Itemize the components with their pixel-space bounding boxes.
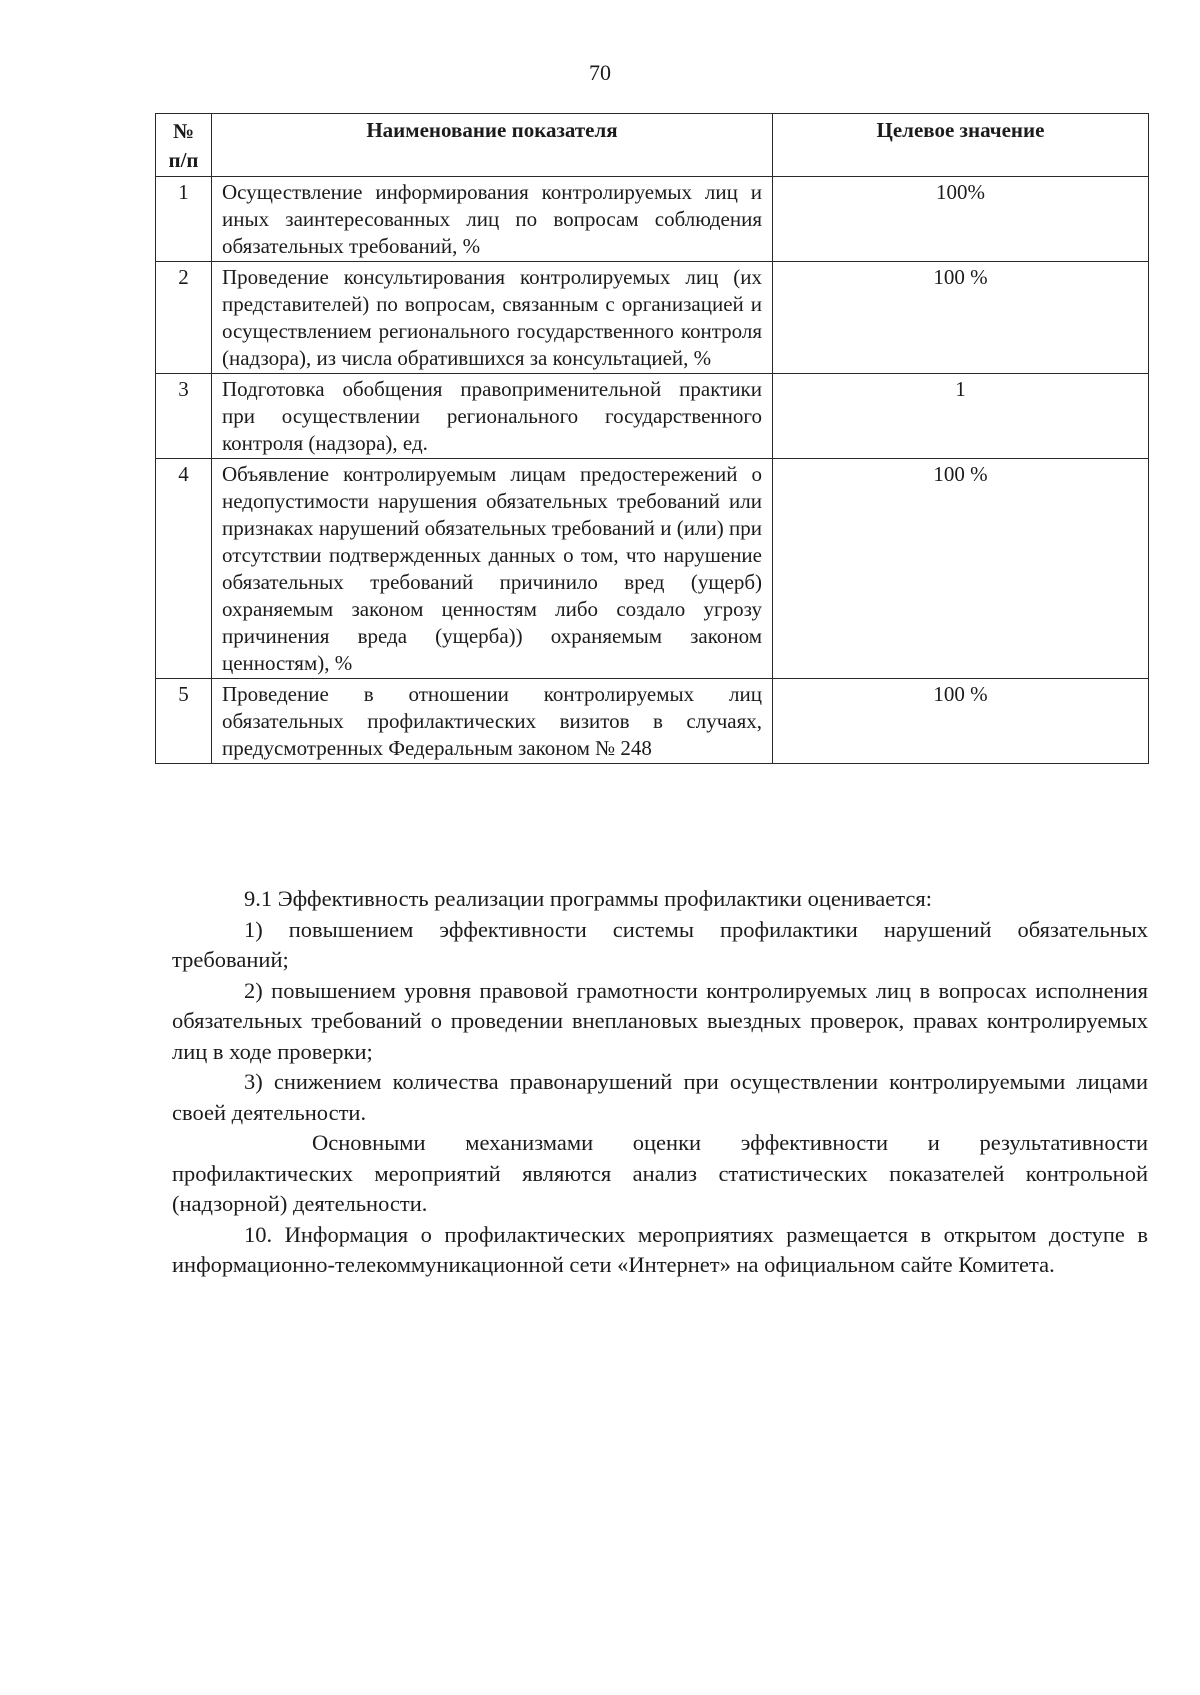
column-header-indicator-name: Наименование показателя (212, 114, 773, 177)
body-text (172, 884, 1148, 1281)
column-header-number: № п/п (156, 114, 212, 177)
indicator-name: Подготовка обобщения правоприменительной практики при осуществлении регионального государственного контроля (надзора), ед. (212, 374, 773, 459)
table-header-row (156, 114, 1149, 177)
row-number: 3 (156, 374, 212, 459)
indicator-name: Проведение консультирования контролируемых лиц (их представителей) по вопросам, связанным с организацией и осуществлением регионального государственного контроля (надзора), из числа обратившихся за консультацией, % (212, 262, 773, 374)
column-header-target-value: Целевое значение (773, 114, 1149, 177)
target-value: 100 % (773, 679, 1149, 764)
indicator-name: Проведение в отношении контролируемых лиц обязательных профилактических визитов в случаях, предусмотренных Федеральным законом № 248 (212, 679, 773, 764)
paragraph-effectiveness-intro: 9.1 Эффективность реализации программы профилактики оценивается: (244, 886, 932, 911)
target-value: 100 % (773, 262, 1149, 374)
row-number: 2 (156, 262, 212, 374)
table-row (156, 679, 1149, 764)
paragraph-item-2: 2) повышением уровня правовой грамотности контролируемых лиц в вопросах исполнения обязательных требований о проведении внеплановых выездных проверок, правах контролируемых лиц в ходе проверки; (172, 977, 1148, 1064)
table-row (156, 459, 1149, 679)
paragraph-section-10: 10. Информация о профилактических мероприятиях размещается в открытом доступе в информационно-телекоммуникационной сети «Интернет» на официальном сайте Комитета. (172, 1221, 1148, 1277)
target-value: 100% (773, 177, 1149, 262)
table-row (156, 177, 1149, 262)
table-row (156, 262, 1149, 374)
indicator-name: Осуществление информирования контролируемых лиц и иных заинтересованных лиц по вопросам соблюдения обязательных требований, % (212, 177, 773, 262)
paragraph-item-3: 3) снижением количества правонарушений при осуществлении контролируемыми лицами своей деятельности. (172, 1069, 1148, 1125)
page-number: 70 (589, 60, 611, 85)
paragraph-evaluation-mechanisms: Основными механизмами оценки эффективности и результативности профилактических мероприятий являются анализ статистических показателей контрольной (надзорной) деятельности. (172, 1130, 1148, 1216)
row-number: 1 (156, 177, 212, 262)
table-row (156, 374, 1149, 459)
target-value: 100 % (773, 459, 1149, 679)
row-number: 5 (156, 679, 212, 764)
target-value: 1 (773, 374, 1149, 459)
paragraph-item-1: 1) повышением эффективности системы профилактики нарушений обязательных требований; (172, 916, 1148, 972)
indicators-table (155, 113, 1149, 764)
indicator-name: Объявление контролируемым лицам предостережений о недопустимости нарушения обязательных требований или признаках нарушений обязательных требований и (или) при отсутствии подтвержденных данных о том, что нарушение обязательных требований причинило вред (ущерб) охраняемым законом ценностям либо создало угрозу причинения вреда (ущерба)) охраняемым законом ценностям), % (212, 459, 773, 679)
row-number: 4 (156, 459, 212, 679)
